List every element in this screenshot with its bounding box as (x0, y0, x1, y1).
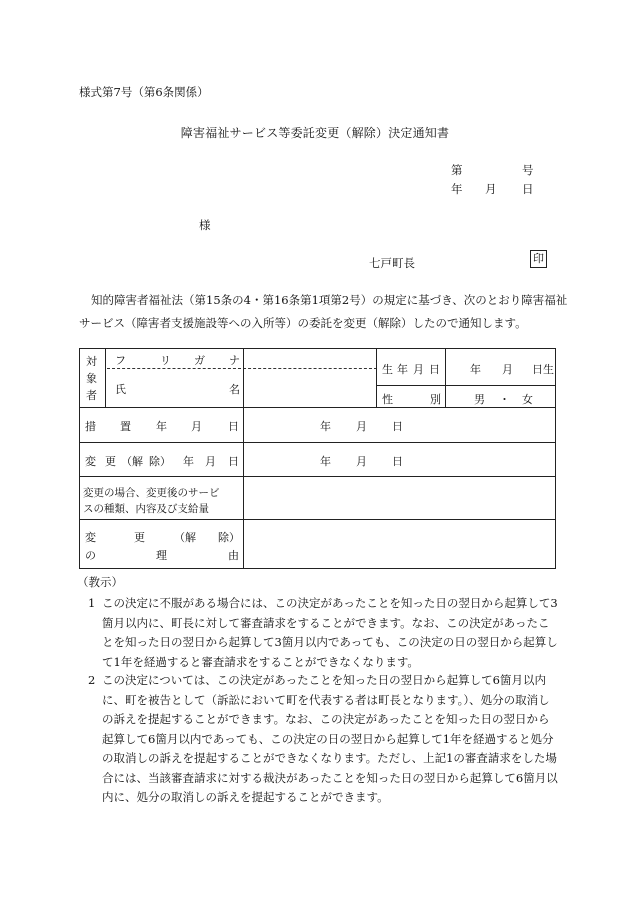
change-year: 年 (320, 455, 331, 468)
service-label-line2: スの種類、内容及び支給量 (83, 503, 209, 515)
furigana-label-4: ナ (229, 354, 240, 367)
measure-label-4: 月 (191, 420, 202, 433)
reason-label-3: （解 (174, 531, 196, 544)
birthdate-label-3: 月 (413, 363, 424, 376)
document-title: 障害福祉サービス等委託変更（解除）決定通知書 (180, 126, 450, 140)
doc-number-go: 号 (522, 163, 534, 177)
birthdate-year: 年 (470, 363, 481, 376)
change-label-7: 日 (228, 455, 239, 468)
measure-label-2: 置 (120, 420, 131, 433)
change-label-6: 月 (205, 455, 216, 468)
name-label-2: 名 (229, 383, 240, 396)
reason-label-2: 更 (134, 531, 145, 544)
note-text-1: この決定に不服がある場合には、この決定があったことを知った日の翌日から起算して3箇月以内に、町長に対して審査請求をすることができます。なお、この決定があったことを知った日の翌日から起算して3箇月以内であっても、この決定の日の翌日から起算して1年を経過すると審査請求をすることができなくなります。 (102, 596, 558, 669)
name-label-1: 氏 (115, 383, 126, 396)
body-text: 知的障害者福祉法（第15条の4・第16条第1項第2号）の規定に基づき、次のとおり障害福祉サービス（障害者支援施設等への入所等）の委託を変更（解除）したので通知します。 (79, 293, 568, 330)
gender-label-1: 性 (382, 393, 393, 406)
change-label-5: 年 (183, 455, 194, 468)
body-paragraph (79, 289, 569, 335)
measure-label-3: 年 (156, 420, 167, 433)
change-label-4: 除） (149, 455, 171, 468)
birthdate-label-4: 日 (429, 363, 440, 376)
measure-year: 年 (320, 420, 331, 433)
change-month: 月 (356, 455, 367, 468)
date-month: 月 (485, 182, 497, 196)
note-item-2 (84, 671, 560, 808)
gender-female: 女 (522, 393, 533, 406)
note-item-1 (84, 594, 560, 672)
notes-heading: （教示） (77, 575, 123, 589)
doc-number-dai: 第 (451, 163, 463, 177)
furigana-label-1: フ (115, 354, 126, 367)
date-day: 日 (522, 182, 534, 196)
reason-label-4: 除） (218, 531, 240, 544)
measure-month: 月 (356, 420, 367, 433)
reason-label-7: 由 (228, 549, 239, 562)
gender-label-2: 別 (430, 393, 441, 406)
service-label-line1: 変更の場合、変更後のサービ (83, 487, 220, 499)
recipient-suffix: 様 (199, 218, 211, 232)
measure-label-1: 措 (85, 420, 96, 433)
decision-table (79, 348, 556, 569)
birthdate-day: 日生 (532, 363, 554, 376)
issuer-name: 七戸町長 (369, 256, 415, 270)
furigana-label-2: リ (160, 354, 171, 367)
reason-label-5: の (85, 549, 96, 562)
gender-separator: ・ (499, 393, 510, 406)
note-number-2: 2 (88, 673, 96, 687)
measure-label-5: 日 (228, 420, 239, 433)
subject-label-1: 対 (86, 355, 97, 368)
gender-male: 男 (474, 393, 485, 406)
reason-label-6: 理 (156, 549, 167, 562)
birthdate-month: 月 (502, 363, 513, 376)
form-number: 様式第7号（第6条関係） (79, 85, 209, 99)
date-year: 年 (451, 182, 463, 196)
subject-label-2: 象 (86, 372, 97, 385)
change-label-2: 更 (105, 455, 116, 468)
change-label-3: （解 (121, 455, 143, 468)
birthdate-label-2: 年 (397, 363, 408, 376)
note-number-1: 1 (88, 596, 96, 610)
note-text-2: この決定については、この決定があったことを知った日の翌日から起算して6箇月以内に、町を被告として（訴訟において町を代表する者は町長となります。）、処分の取消しの訴えを提起することができます。なお、この決定があったことを知った日の翌日から起算して6箇月以内であっても、この決定の日の翌日から起算して1年を経過すると処分の取消しの訴えを提起することができなくなります。ただし、上記1の審査請求をした場合には、当該審査請求に対する裁決があったことを知った日の翌日から起算して6箇月以内に、処分の取消しの訴えを提起することができます。 (102, 673, 558, 804)
birthdate-label-1: 生 (382, 363, 393, 376)
furigana-label-3: ガ (194, 354, 205, 367)
change-day: 日 (392, 455, 403, 468)
reason-label-1: 変 (85, 531, 96, 544)
subject-label-3: 者 (86, 389, 97, 402)
seal-mark: 印 (530, 250, 547, 268)
measure-day: 日 (392, 420, 403, 433)
change-label-1: 変 (85, 455, 96, 468)
